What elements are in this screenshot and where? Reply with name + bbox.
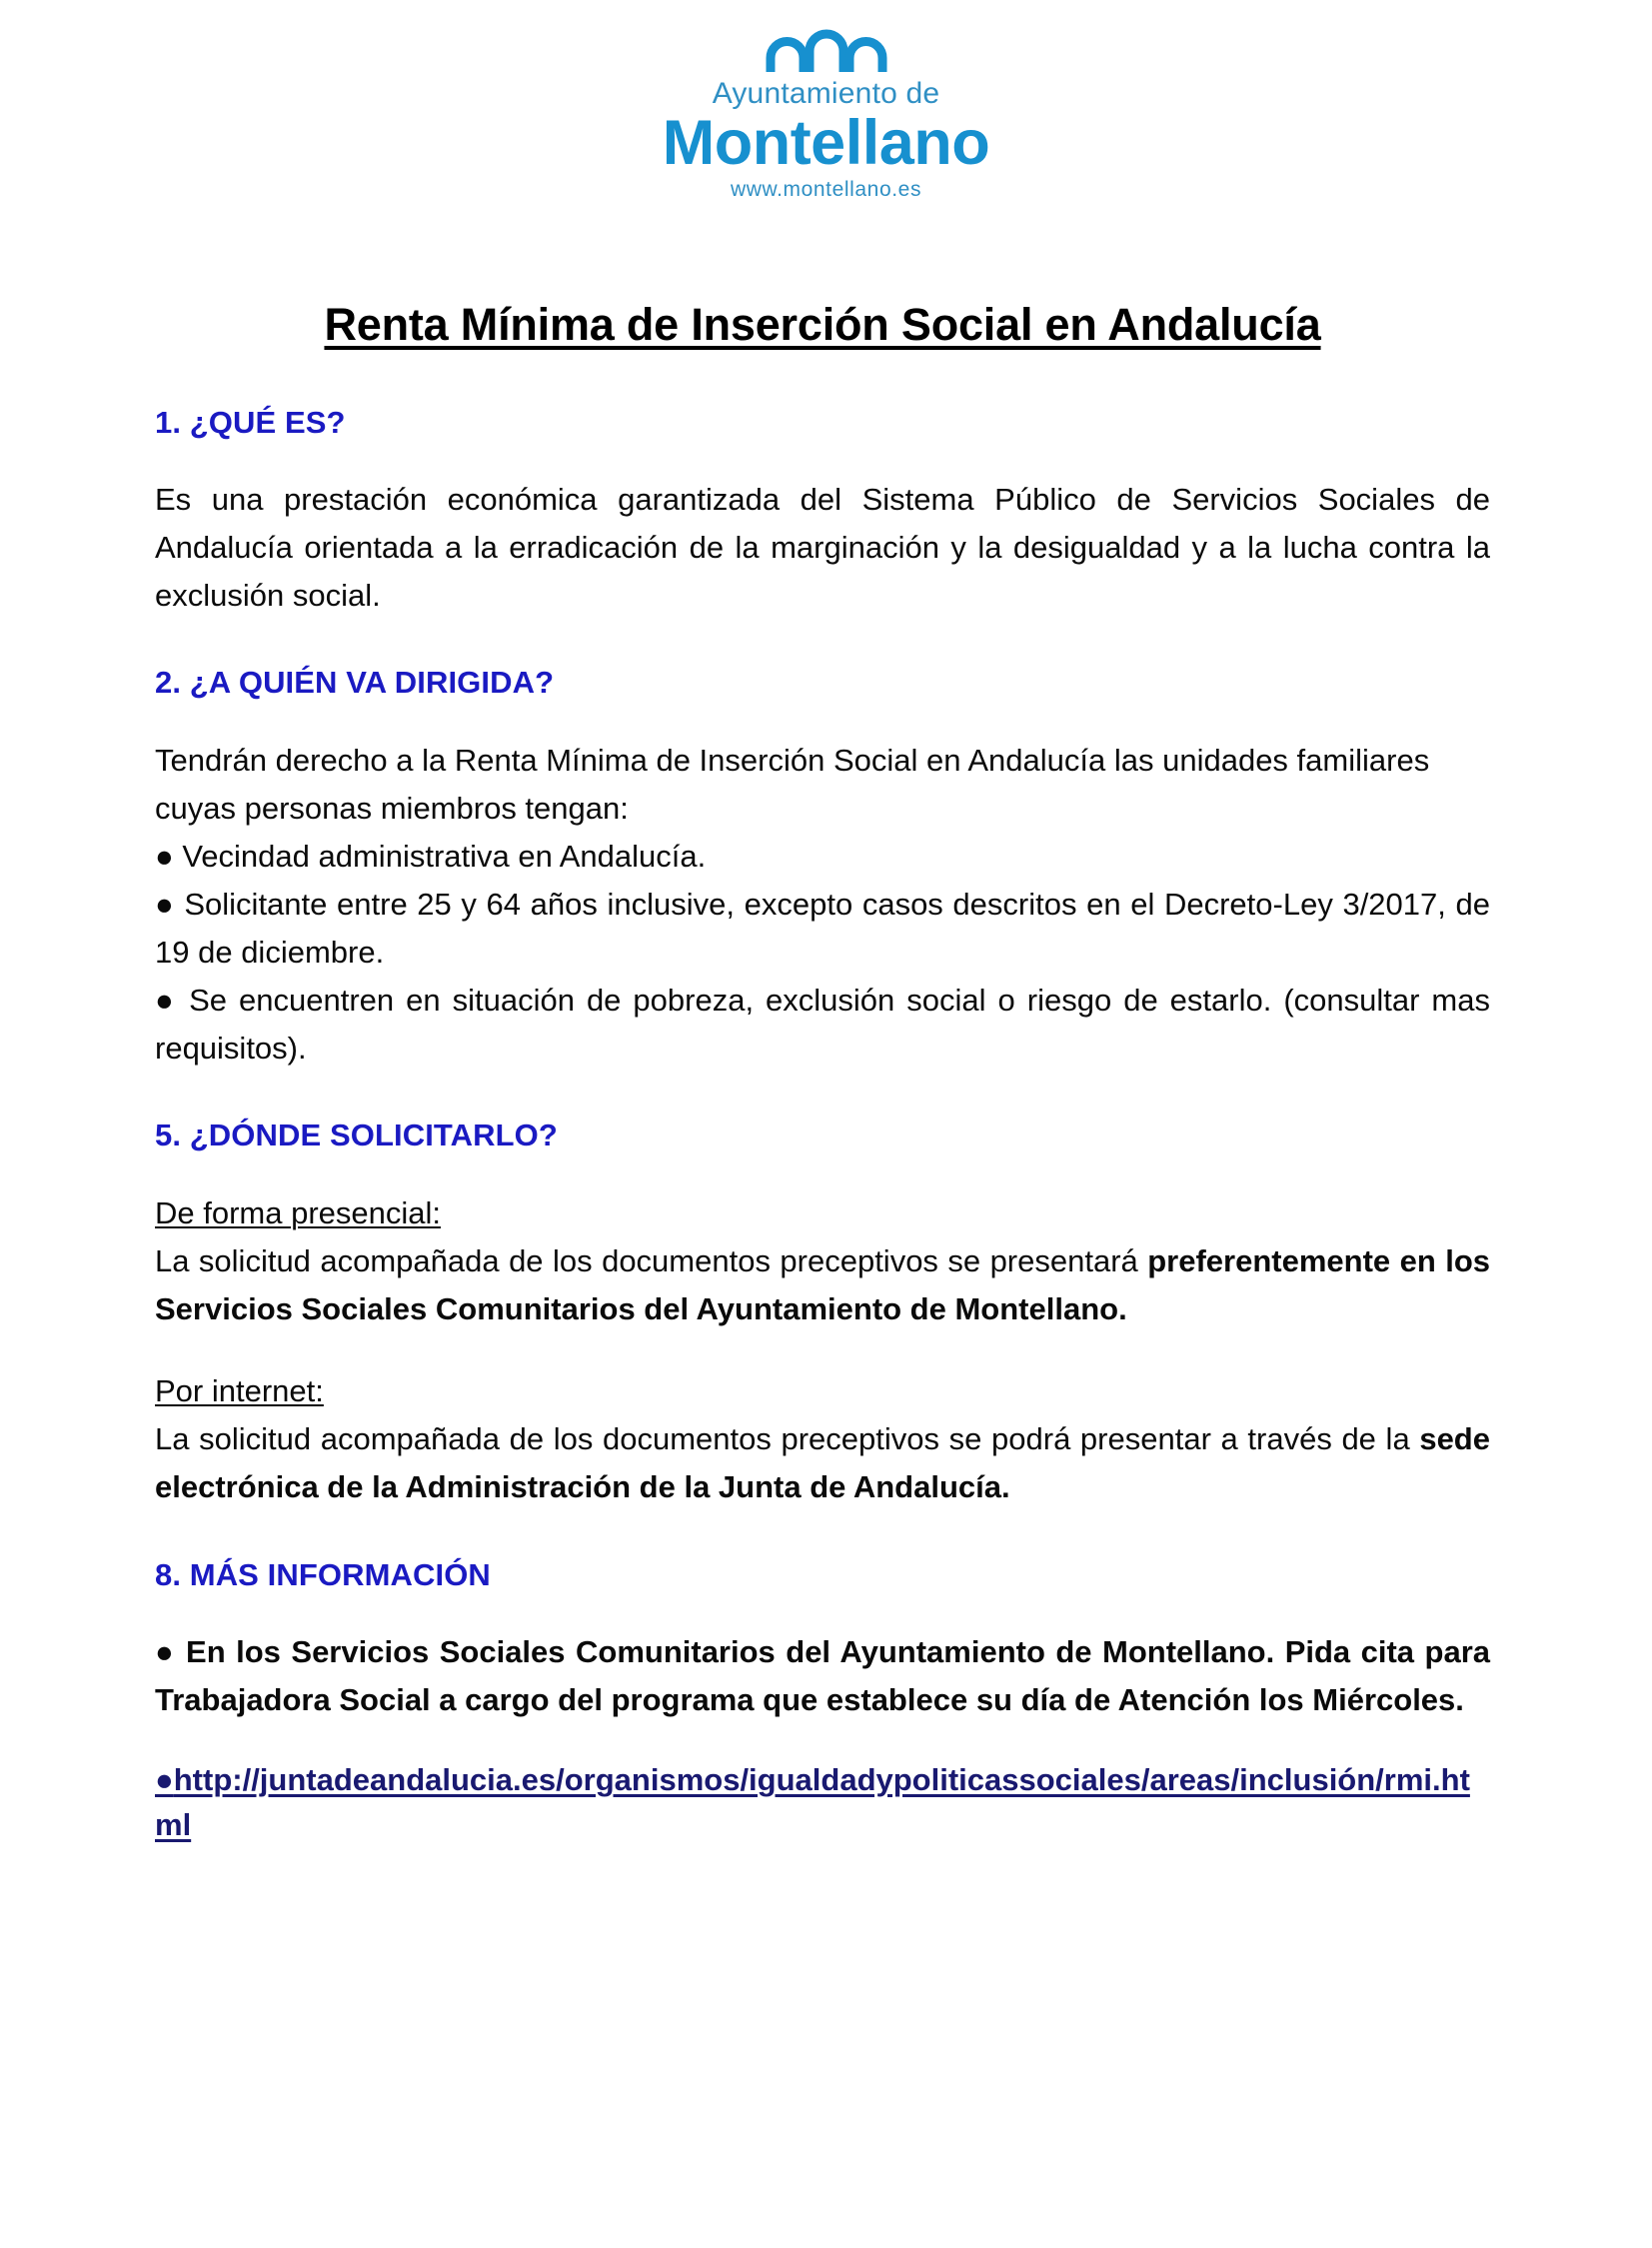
external-link[interactable] — [155, 1758, 1490, 1848]
link-bullet: ● — [155, 1762, 174, 1798]
spacer — [155, 442, 1490, 476]
spacer — [155, 1512, 1490, 1556]
spacer — [155, 1594, 1490, 1628]
aqueduct-arches-icon — [764, 26, 889, 72]
section-5-internet-text — [155, 1415, 1490, 1511]
list-item: ● Solicitante entre 25 y 64 años inclusive, excepto casos descritos en el Decreto-Ley 3/2017, de 19 de diciembre. — [155, 887, 1490, 971]
municipality-logo — [0, 0, 1652, 200]
section-2-intro: Tendrán derecho a la Renta Mínima de Inserción Social en Andalucía las unidades familiares cuyas personas miembros tengan: — [155, 743, 1430, 827]
section-heading-8: 8. MÁS INFORMACIÓN — [155, 1556, 491, 1592]
subheading-presencial — [155, 1189, 1490, 1237]
spacer — [155, 1724, 1490, 1758]
section-heading-2: 2. ¿A QUIÉN VA DIRIGIDA? — [155, 665, 555, 701]
list-item: ● Vecindad administrativa en Andalucía. — [155, 839, 707, 875]
internet-text-bold: sede electrónica de la Administración de la Junta de Andalucía. — [155, 1421, 1490, 1505]
subheading-internet — [155, 1367, 1490, 1415]
section-5-presencial-text — [155, 1237, 1490, 1333]
spacer — [155, 1155, 1490, 1189]
link-url-text[interactable]: http://juntadeandalucia.es/organismos/igualdadypoliticassociales/areas/inclusión/rmi.html — [155, 1762, 1470, 1843]
section-heading-1: 1. ¿QUÉ ES? — [155, 404, 346, 440]
internet-text-normal: La solicitud acompañada de los documentos preceptivos se podrá presentar a través de la — [155, 1421, 1420, 1457]
section-8-bullet: ● En los Servicios Sociales Comunitarios del Ayuntamiento de Montellano. Pida cita para Trabajadora Social a cargo del programa que establece su día de Atención los Miércoles. — [155, 1634, 1490, 1718]
subheading-presencial-label: De forma presencial: — [155, 1195, 442, 1231]
spacer — [155, 703, 1490, 737]
page-title: Renta Mínima de Inserción Social en Andalucía — [324, 299, 1321, 350]
logo-website-url: www.montellano.es — [730, 178, 922, 202]
section-heading-5: 5. ¿DÓNDE SOLICITARLO? — [155, 1118, 558, 1153]
logo-line-ayuntamiento: Ayuntamiento de — [712, 77, 940, 110]
subheading-internet-label: Por internet: — [155, 1373, 324, 1409]
presencial-text-bold: preferentemente en los Servicios Sociales Comunitarios del Ayuntamiento de Montellano. — [155, 1243, 1491, 1327]
presencial-text-normal: La solicitud acompañada de los documentos preceptivos se presentará — [155, 1243, 1148, 1279]
document-content — [155, 300, 1490, 1848]
spacer — [155, 1333, 1490, 1367]
list-item: ● Se encuentren en situación de pobreza, exclusión social o riesgo de estarlo. (consultar mas requisitos). — [155, 983, 1490, 1067]
spacer — [155, 1073, 1490, 1117]
logo-line-montellano: Montellano — [662, 108, 990, 178]
section-1-paragraph: Es una prestación económica garantizada del Sistema Público de Servicios Sociales de Andalucía orientada a la erradicación de la marginación y la desigualdad y a la lucha contra la exclusión social. — [155, 482, 1490, 614]
spacer — [155, 620, 1490, 664]
